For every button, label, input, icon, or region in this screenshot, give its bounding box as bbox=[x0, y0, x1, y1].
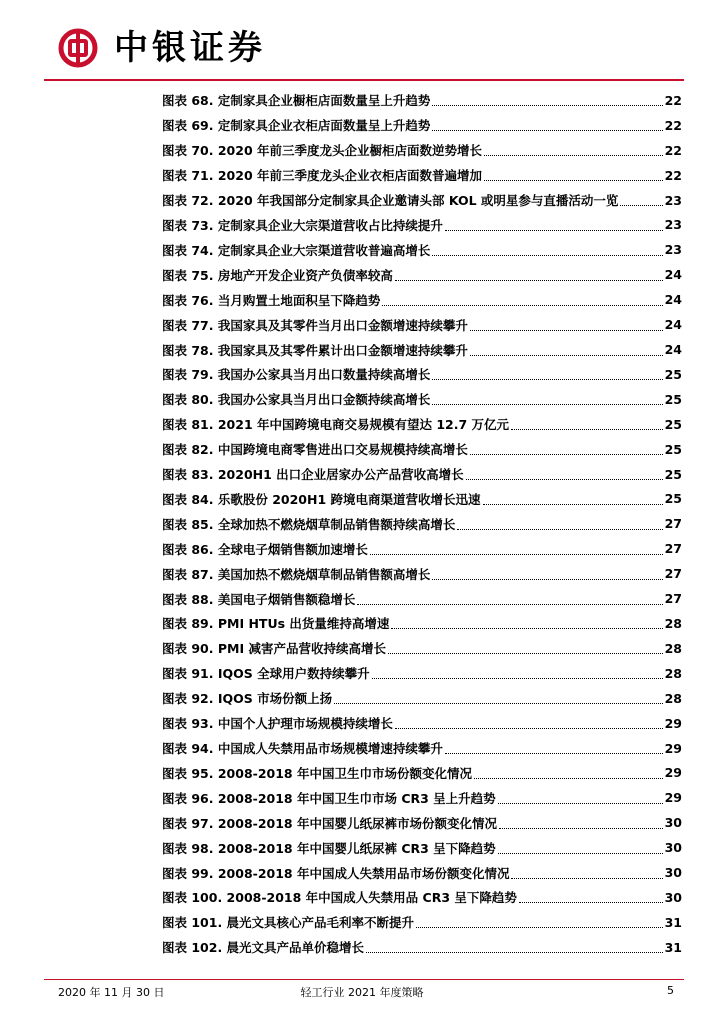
toc-entry-page: 22 bbox=[664, 167, 682, 183]
toc-entry-page: 24 bbox=[664, 317, 682, 333]
toc-entry[interactable] bbox=[162, 885, 682, 910]
toc-dot-leader bbox=[432, 378, 662, 380]
toc-entry-title: 图表 71. 2020 年前三季度龙头企业衣柜店面数普遍增加 bbox=[162, 168, 482, 184]
toc-entry-page: 29 bbox=[664, 790, 682, 806]
toc-dot-leader bbox=[391, 627, 662, 629]
toc-entry[interactable] bbox=[162, 785, 682, 810]
toc-entry-title: 图表 89. PMI HTUs 出货量维持高增速 bbox=[162, 616, 390, 632]
toc-entry-title: 图表 84. 乐歌股份 2020H1 跨境电商渠道营收增长迅速 bbox=[162, 491, 481, 507]
toc-dot-leader bbox=[457, 528, 662, 530]
page-header bbox=[58, 26, 678, 76]
toc-entry[interactable] bbox=[162, 462, 682, 487]
toc-entry-title: 图表 93. 中国个人护理市场规模持续增长 bbox=[162, 716, 393, 732]
toc-entry[interactable] bbox=[162, 760, 682, 785]
toc-entry[interactable] bbox=[162, 711, 682, 736]
toc-entry-page: 29 bbox=[664, 740, 682, 756]
toc-entry-page: 30 bbox=[664, 889, 682, 905]
toc-entry-page: 27 bbox=[664, 541, 682, 557]
toc-dot-leader bbox=[432, 403, 662, 405]
toc-dot-leader bbox=[483, 503, 663, 505]
toc-dot-leader bbox=[395, 727, 663, 729]
toc-entry[interactable] bbox=[162, 287, 682, 312]
toc-entry[interactable] bbox=[162, 213, 682, 238]
toc-entry[interactable] bbox=[162, 437, 682, 462]
toc-entry-title: 图表 83. 2020H1 出口企业居家办公产品营收高增长 bbox=[162, 467, 464, 483]
toc-entry[interactable] bbox=[162, 362, 682, 387]
toc-entry-title: 图表 70. 2020 年前三季度龙头企业橱柜店面数逆势增长 bbox=[162, 143, 482, 159]
toc-entry[interactable] bbox=[162, 113, 682, 138]
toc-entry[interactable] bbox=[162, 138, 682, 163]
toc-entry[interactable] bbox=[162, 636, 682, 661]
toc-entry-title: 图表 80. 我国办公家具当月出口金额持续高增长 bbox=[162, 392, 431, 408]
toc-dot-leader bbox=[470, 329, 663, 331]
toc-dot-leader bbox=[372, 677, 663, 679]
toc-entry-page: 23 bbox=[664, 242, 682, 258]
toc-entry-page: 24 bbox=[664, 342, 682, 358]
table-of-figures bbox=[162, 88, 682, 960]
toc-entry-title: 图表 85. 全球加热不燃烧烟草制品销售额持续高增长 bbox=[162, 516, 456, 532]
toc-entry-page: 22 bbox=[664, 92, 682, 108]
toc-dot-leader bbox=[416, 926, 663, 928]
toc-entry-title: 图表 88. 美国电子烟销售额稳增长 bbox=[162, 591, 356, 607]
brand-name: 中银证券 bbox=[114, 28, 266, 68]
toc-entry-title: 图表 92. IQOS 市场份额上扬 bbox=[162, 691, 333, 707]
toc-entry[interactable] bbox=[162, 163, 682, 188]
toc-entry-page: 23 bbox=[664, 217, 682, 233]
toc-entry-title: 图表 94. 中国成人失禁用品市场规模增速持续攀升 bbox=[162, 741, 443, 757]
toc-dot-leader bbox=[484, 179, 663, 181]
toc-dot-leader bbox=[498, 852, 663, 854]
toc-entry[interactable] bbox=[162, 536, 682, 561]
toc-entry-page: 24 bbox=[664, 267, 682, 283]
toc-dot-leader bbox=[432, 578, 662, 580]
toc-entry-title: 图表 97. 2008-2018 年中国婴儿纸尿裤市场份额变化情况 bbox=[162, 815, 497, 831]
toc-entry-page: 29 bbox=[664, 715, 682, 731]
toc-dot-leader bbox=[511, 877, 662, 879]
toc-dot-leader bbox=[484, 154, 663, 156]
toc-dot-leader bbox=[470, 453, 663, 455]
toc-entry-title: 图表 101. 晨光文具核心产品毛利率不断提升 bbox=[162, 915, 415, 931]
page-number: 5 bbox=[667, 984, 674, 997]
toc-entry-page: 28 bbox=[664, 690, 682, 706]
toc-entry-page: 29 bbox=[664, 765, 682, 781]
toc-dot-leader bbox=[466, 478, 663, 480]
toc-entry-page: 24 bbox=[664, 292, 682, 308]
toc-entry-title: 图表 78. 我国家具及其零件累计出口金额增速持续攀升 bbox=[162, 342, 468, 358]
toc-dot-leader bbox=[382, 304, 662, 306]
toc-entry-title: 图表 74. 定制家具企业大宗渠道营收普遍高增长 bbox=[162, 242, 431, 258]
toc-dot-leader bbox=[499, 827, 663, 829]
toc-entry-page: 30 bbox=[664, 865, 682, 881]
toc-entry-page: 28 bbox=[664, 665, 682, 681]
toc-entry[interactable] bbox=[162, 312, 682, 337]
toc-entry[interactable] bbox=[162, 88, 682, 113]
report-date: 2020 年 11 月 30 日 bbox=[58, 986, 165, 999]
toc-entry-page: 25 bbox=[664, 416, 682, 432]
toc-entry[interactable] bbox=[162, 561, 682, 586]
toc-entry-page: 30 bbox=[664, 815, 682, 831]
toc-dot-leader bbox=[519, 901, 663, 903]
toc-entry-page: 30 bbox=[664, 840, 682, 856]
toc-entry[interactable] bbox=[162, 860, 682, 885]
toc-entry-title: 图表 77. 我国家具及其零件当月出口金额增速持续攀升 bbox=[162, 317, 468, 333]
toc-entry-page: 22 bbox=[664, 117, 682, 133]
toc-entry-page: 31 bbox=[664, 939, 682, 955]
toc-entry-page: 27 bbox=[664, 566, 682, 582]
toc-dot-leader bbox=[370, 553, 663, 555]
report-title: 轻工行业 2021 年度策略 bbox=[300, 986, 424, 999]
toc-entry-page: 28 bbox=[664, 640, 682, 656]
toc-entry[interactable] bbox=[162, 337, 682, 362]
toc-entry-title: 图表 87. 美国加热不燃烧烟草制品销售额高增长 bbox=[162, 566, 431, 582]
toc-entry[interactable] bbox=[162, 412, 682, 437]
toc-entry-title: 图表 95. 2008-2018 年中国卫生巾市场份额变化情况 bbox=[162, 765, 472, 781]
toc-entry[interactable] bbox=[162, 736, 682, 761]
toc-dot-leader bbox=[511, 428, 663, 430]
toc-entry-title: 图表 96. 2008-2018 年中国卫生巾市场 CR3 呈上升趋势 bbox=[162, 790, 496, 806]
toc-dot-leader bbox=[334, 702, 662, 704]
toc-entry-title: 图表 82. 中国跨境电商零售进出口交易规模持续高增长 bbox=[162, 442, 468, 458]
header-divider bbox=[44, 79, 684, 81]
toc-entry-title: 图表 90. PMI 减害产品营收持续高增长 bbox=[162, 641, 386, 657]
toc-entry[interactable] bbox=[162, 511, 682, 536]
toc-entry-page: 25 bbox=[664, 466, 682, 482]
toc-entry-page: 22 bbox=[664, 142, 682, 158]
toc-entry[interactable] bbox=[162, 237, 682, 262]
toc-entry[interactable] bbox=[162, 935, 682, 960]
toc-entry[interactable] bbox=[162, 387, 682, 412]
toc-entry-page: 25 bbox=[664, 366, 682, 382]
toc-entry-title: 图表 100. 2008-2018 年中国成人失禁用品 CR3 呈下降趋势 bbox=[162, 890, 517, 906]
toc-dot-leader bbox=[432, 104, 662, 106]
toc-entry[interactable] bbox=[162, 835, 682, 860]
toc-dot-leader bbox=[498, 802, 663, 804]
toc-dot-leader bbox=[470, 354, 663, 356]
toc-entry[interactable] bbox=[162, 188, 682, 213]
toc-dot-leader bbox=[395, 279, 663, 281]
toc-entry-page: 25 bbox=[664, 441, 682, 457]
toc-entry-page: 25 bbox=[664, 491, 682, 507]
toc-entry-page: 31 bbox=[664, 914, 682, 930]
toc-entry[interactable] bbox=[162, 686, 682, 711]
toc-entry-title: 图表 99. 2008-2018 年中国成人失禁用品市场份额变化情况 bbox=[162, 865, 510, 881]
footer-divider bbox=[44, 979, 684, 980]
toc-entry-page: 28 bbox=[664, 615, 682, 631]
toc-entry[interactable] bbox=[162, 661, 682, 686]
toc-dot-leader bbox=[432, 129, 662, 131]
toc-entry-title: 图表 73. 定制家具企业大宗渠道营收占比持续提升 bbox=[162, 217, 443, 233]
toc-entry-page: 25 bbox=[664, 391, 682, 407]
toc-entry-title: 图表 79. 我国办公家具当月出口数量持续高增长 bbox=[162, 367, 431, 383]
toc-dot-leader bbox=[445, 229, 663, 231]
toc-entry[interactable] bbox=[162, 910, 682, 935]
toc-entry[interactable] bbox=[162, 487, 682, 512]
toc-entry-title: 图表 91. IQOS 全球用户数持续攀升 bbox=[162, 666, 370, 682]
toc-dot-leader bbox=[620, 204, 662, 206]
toc-entry-page: 23 bbox=[664, 192, 682, 208]
toc-entry-title: 图表 68. 定制家具企业橱柜店面数量呈上升趋势 bbox=[162, 93, 431, 109]
toc-entry[interactable] bbox=[162, 611, 682, 636]
toc-entry-title: 图表 81. 2021 年中国跨境电商交易规模有望达 12.7 万亿元 bbox=[162, 417, 510, 433]
toc-entry-title: 图表 98. 2008-2018 年中国婴儿纸尿裤 CR3 呈下降趋势 bbox=[162, 840, 496, 856]
toc-entry-title: 图表 102. 晨光文具产品单价稳增长 bbox=[162, 940, 365, 956]
toc-entry[interactable] bbox=[162, 810, 682, 835]
toc-entry-page: 27 bbox=[664, 516, 682, 532]
toc-entry-page: 27 bbox=[664, 591, 682, 607]
toc-entry-title: 图表 75. 房地产开发企业资产负债率较高 bbox=[162, 267, 393, 283]
toc-dot-leader bbox=[388, 652, 663, 654]
toc-dot-leader bbox=[445, 752, 663, 754]
toc-dot-leader bbox=[432, 254, 662, 256]
bank-of-china-logo-icon bbox=[58, 28, 98, 68]
toc-entry-title: 图表 86. 全球电子烟销售额加速增长 bbox=[162, 541, 368, 557]
toc-dot-leader bbox=[366, 951, 663, 953]
toc-entry[interactable] bbox=[162, 262, 682, 287]
toc-entry-title: 图表 76. 当月购置土地面积呈下降趋势 bbox=[162, 292, 381, 308]
toc-entry-title: 图表 72. 2020 年我国部分定制家具企业邀请头部 KOL 或明星参与直播活动一览 bbox=[162, 193, 619, 209]
toc-dot-leader bbox=[474, 777, 663, 779]
toc-entry[interactable] bbox=[162, 586, 682, 611]
toc-entry-title: 图表 69. 定制家具企业衣柜店面数量呈上升趋势 bbox=[162, 118, 431, 134]
toc-dot-leader bbox=[357, 603, 662, 605]
